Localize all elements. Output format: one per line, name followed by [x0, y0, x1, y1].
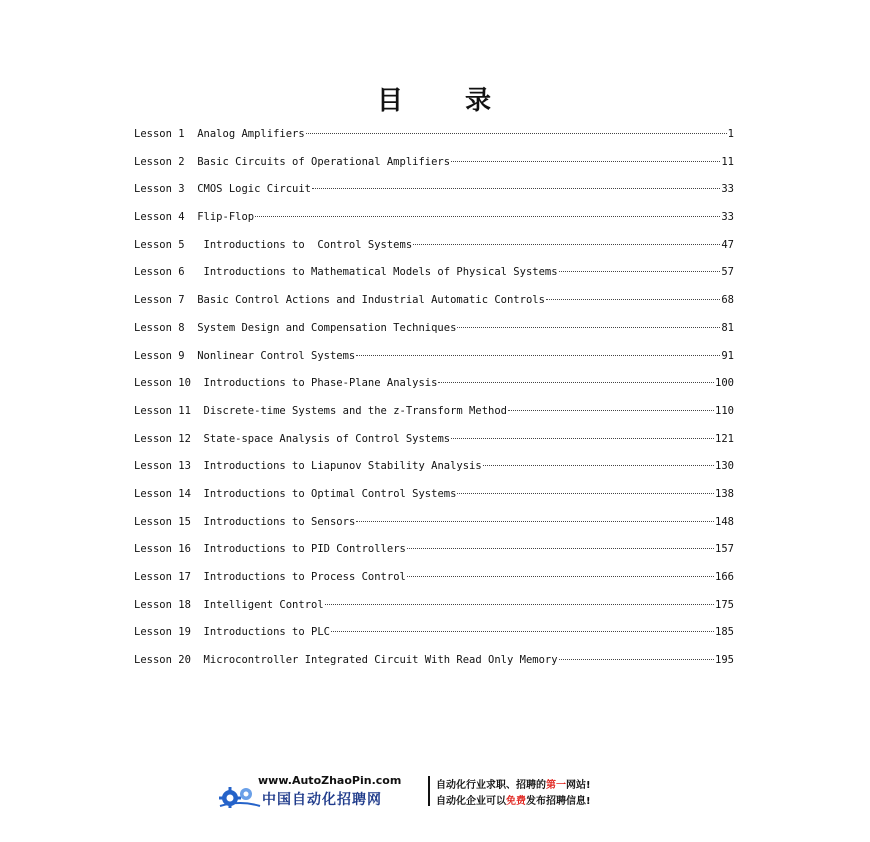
toc-lesson-number: Lesson 15: [134, 515, 204, 528]
toc-entry[interactable]: [134, 456, 734, 484]
footer-banner: [214, 772, 674, 812]
toc-lesson-number: Lesson 12: [134, 432, 204, 445]
title-char-1: 目: [376, 86, 405, 116]
toc-page-number: 166: [715, 571, 734, 583]
toc-entry[interactable]: [134, 567, 734, 595]
toc-lesson-number: Lesson 2: [134, 155, 198, 168]
slogan-line-1: 自动化行业求职、招聘的第一网站!: [436, 780, 591, 791]
toc-lesson-title: Basic Control Actions and Industrial Automatic Controls: [197, 294, 545, 307]
toc-page-number: 157: [715, 543, 734, 556]
toc-entry[interactable]: [134, 152, 734, 180]
toc-lesson-title: Introductions to PID Controllers: [203, 543, 406, 556]
toc-lesson-title: State-space Analysis of Control Systems: [203, 432, 451, 445]
toc-lesson-title: Introductions to Control Systems: [197, 238, 413, 251]
toc-page-number: 110: [715, 404, 734, 417]
toc-leader-dots: [457, 327, 720, 328]
toc-lesson-number: Lesson 7: [134, 294, 198, 307]
toc-lesson-number: Lesson 8: [134, 321, 198, 334]
toc-lesson-number: Lesson 4: [134, 211, 198, 224]
toc-lesson-number: Lesson 17: [134, 571, 204, 583]
toc-leader-dots: [255, 216, 720, 217]
toc-lesson-title: System Design and Compensation Techniques: [197, 321, 457, 334]
toc-lesson-number: Lesson 9: [134, 349, 198, 362]
toc-page-number: 47: [721, 238, 734, 251]
toc-leader-dots: [356, 355, 720, 356]
toc-lesson-title: Introductions to PLC: [203, 626, 330, 639]
toc-entry[interactable]: [134, 235, 734, 263]
toc-lesson-number: Lesson 19: [134, 626, 204, 639]
toc-entry[interactable]: [134, 290, 734, 318]
toc-leader-dots: [413, 244, 720, 245]
toc-page-number: 195: [715, 654, 734, 667]
toc-entry[interactable]: [134, 124, 734, 152]
toc-page-number: 1: [727, 128, 734, 140]
title-char-2: 录: [465, 86, 494, 116]
toc-page-number: 185: [715, 626, 734, 639]
site-url[interactable]: www.AutoZhaoPin.com: [258, 774, 402, 787]
toc-lesson-number: Lesson 10: [134, 377, 204, 390]
toc-page-number: 11: [721, 155, 734, 168]
toc-leader-dots: [508, 410, 714, 411]
toc-lesson-title: Basic Circuits of Operational Amplifiers: [197, 155, 451, 168]
toc-page-number: 130: [715, 460, 734, 473]
toc-lesson-title: Analog Amplifiers: [197, 128, 305, 140]
toc-page-number: 81: [721, 321, 734, 334]
toc-leader-dots: [451, 438, 714, 439]
toc-leader-dots: [306, 133, 727, 134]
toc-lesson-number: Lesson 5: [134, 238, 198, 251]
toc-lesson-title: Microcontroller Integrated Circuit With Read Only Memory: [203, 654, 558, 667]
toc-page-number: 33: [721, 211, 734, 224]
toc-entry[interactable]: [134, 512, 734, 540]
toc-leader-dots: [325, 604, 714, 605]
toc-lesson-title: Discrete-time Systems and the z-Transform Method: [203, 404, 507, 417]
toc-entry[interactable]: [134, 484, 734, 512]
toc-lesson-number: Lesson 1: [134, 128, 198, 140]
toc-leader-dots: [407, 576, 714, 577]
toc-lesson-number: Lesson 11: [134, 404, 204, 417]
toc-lesson-number: Lesson 14: [134, 487, 204, 500]
toc-leader-dots: [356, 521, 714, 522]
toc-entry[interactable]: [134, 595, 734, 623]
toc-leader-dots: [546, 299, 720, 300]
toc-entry[interactable]: [134, 207, 734, 235]
toc-entry[interactable]: [134, 373, 734, 401]
toc-leader-dots: [438, 382, 714, 383]
toc-lesson-title: CMOS Logic Circuit: [197, 183, 312, 196]
toc-page-number: 148: [715, 515, 734, 528]
toc-entry[interactable]: [134, 429, 734, 457]
slogan-line-2: 自动化企业可以免费发布招聘信息!: [436, 796, 591, 807]
toc-entry[interactable]: [134, 539, 734, 567]
toc-entry[interactable]: [134, 650, 734, 678]
toc-lesson-title: Introductions to Sensors: [203, 515, 356, 528]
toc-lesson-title: Introductions to Liapunov Stability Analysis: [203, 460, 482, 473]
toc-entry[interactable]: [134, 179, 734, 207]
toc-leader-dots: [407, 548, 714, 549]
toc-lesson-title: Nonlinear Control Systems: [197, 349, 356, 362]
toc-entry[interactable]: [134, 346, 734, 374]
toc-lesson-number: Lesson 16: [134, 543, 204, 556]
footer-divider: [428, 776, 430, 806]
toc-entry[interactable]: [134, 318, 734, 346]
toc-leader-dots: [559, 659, 714, 660]
toc-page-number: 91: [721, 349, 734, 362]
toc-leader-dots: [457, 493, 714, 494]
toc-page-number: 100: [715, 377, 734, 390]
toc-lesson-number: Lesson 3: [134, 183, 198, 196]
toc-page-number: 138: [715, 487, 734, 500]
toc-page-number: 57: [721, 266, 734, 279]
toc-lesson-title: Flip-Flop: [197, 211, 255, 224]
toc-entry[interactable]: [134, 401, 734, 429]
toc-leader-dots: [483, 465, 714, 466]
toc-leader-dots: [451, 161, 720, 162]
toc-entry[interactable]: [134, 262, 734, 290]
toc-page-number: 175: [715, 598, 734, 611]
table-of-contents: [134, 124, 734, 678]
toc-page-number: 33: [721, 183, 734, 196]
toc-leader-dots: [331, 631, 714, 632]
toc-leader-dots: [312, 188, 720, 189]
toc-lesson-number: Lesson 13: [134, 460, 204, 473]
toc-lesson-number: Lesson 18: [134, 598, 204, 611]
toc-lesson-number: Lesson 6: [134, 266, 198, 279]
toc-lesson-title: Introductions to Phase-Plane Analysis: [203, 377, 438, 390]
toc-lesson-title: Intelligent Control: [203, 598, 324, 611]
toc-lesson-number: Lesson 20: [134, 654, 204, 667]
toc-lesson-title: Introductions to Process Control: [203, 571, 406, 583]
toc-lesson-title: Introductions to Optimal Control Systems: [203, 487, 457, 500]
toc-lesson-title: Introductions to Mathematical Models of Physical Systems: [197, 266, 558, 279]
page-title: [0, 80, 870, 117]
site-name: 中国自动化招聘网: [262, 792, 382, 808]
toc-entry[interactable]: [134, 622, 734, 650]
toc-leader-dots: [559, 271, 721, 272]
toc-page-number: 68: [721, 294, 734, 307]
gear-logo-icon: [218, 784, 262, 808]
toc-page-number: 121: [715, 432, 734, 445]
